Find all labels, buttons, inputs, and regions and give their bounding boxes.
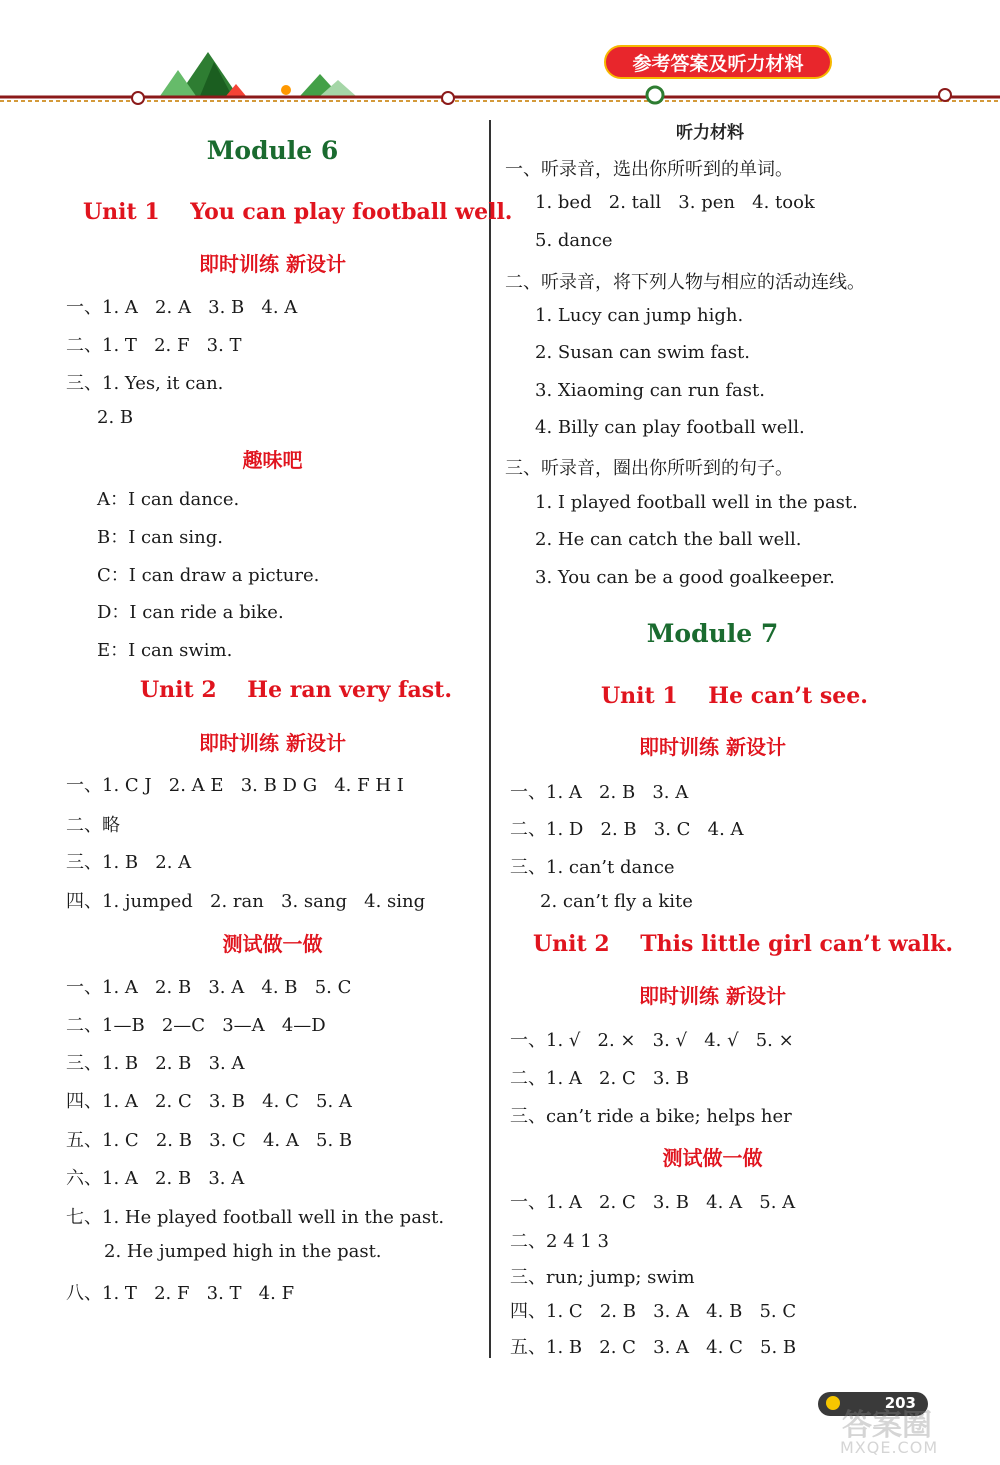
answer-line: 一、1. √ 2. × 3. √ 4. √ 5. × <box>510 1030 794 1051</box>
page-number: 203 <box>884 1394 916 1412</box>
answer-line: E：I can swim. <box>97 640 233 661</box>
unit-title: Unit 2 This little girl can’t walk. <box>533 931 954 957</box>
listening-line: 3. Xiaoming can run fast. <box>535 380 765 401</box>
listening-line: 1. Lucy can jump high. <box>535 305 744 326</box>
listening-line: 三、听录音，圈出你所听到的句子。 <box>505 458 793 479</box>
unit-title: Unit 1 He can’t see. <box>601 683 868 709</box>
section-heading: 测试做一做 <box>222 932 323 956</box>
answer-line: 四、1. A 2. C 3. B 4. C 5. A <box>66 1091 352 1112</box>
answer-line: 四、1. jumped 2. ran 3. sang 4. sing <box>66 891 426 912</box>
section-heading: 即时训练 新设计 <box>199 731 346 755</box>
listening-title: 听力材料 <box>676 123 744 143</box>
answer-line: 八、1. T 2. F 3. T 4. F <box>66 1283 295 1304</box>
answer-line: 三、1. B 2. A <box>66 852 192 873</box>
listening-line: 1. I played football well in the past. <box>535 492 858 513</box>
watermark-url: MXQE.COM <box>840 1438 939 1457</box>
answer-line: 二、1—B 2—C 3—A 4—D <box>66 1015 326 1036</box>
section-heading: 即时训练 新设计 <box>199 252 346 276</box>
answer-line: 七、1. He played football well in the past. <box>66 1207 445 1228</box>
answer-line: 二、1. T 2. F 3. T <box>66 335 242 356</box>
answer-line: 2. can’t fly a kite <box>540 891 693 912</box>
answer-line: A：I can dance. <box>97 489 240 510</box>
answer-line: 一、1. A 2. B 3. A <box>510 782 689 803</box>
listening-line: 4. Billy can play football well. <box>535 417 805 438</box>
column-divider <box>489 120 491 1358</box>
watermark-logo: 答案圈 <box>842 1408 932 1443</box>
section-heading: 即时训练 新设计 <box>639 735 786 759</box>
unit-title: Unit 2 He ran very fast. <box>140 677 452 703</box>
answer-line: C：I can draw a picture. <box>97 565 320 586</box>
answer-line: 五、1. B 2. C 3. A 4. C 5. B <box>510 1337 797 1358</box>
answer-line: 三、1. B 2. B 3. A <box>66 1053 245 1074</box>
answer-line: 一、1. A 2. B 3. A 4. B 5. C <box>66 977 352 998</box>
answer-line: 三、run; jump; swim <box>510 1267 695 1288</box>
answer-line: 五、1. C 2. B 3. C 4. A 5. B <box>66 1130 353 1151</box>
module-title: Module 7 <box>646 619 779 648</box>
answer-line: 二、2 4 1 3 <box>510 1231 609 1252</box>
header-badge: 参考答案及听力材料 <box>604 45 832 79</box>
module-title: Module 6 <box>206 136 339 165</box>
answer-line: 六、1. A 2. B 3. A <box>66 1168 245 1189</box>
listening-line: 3. You can be a good goalkeeper. <box>535 567 835 588</box>
listening-line: 5. dance <box>535 230 613 251</box>
page-header <box>0 0 1000 110</box>
answer-line: 二、1. D 2. B 3. C 4. A <box>510 819 744 840</box>
answer-line: D：I can ride a bike. <box>97 602 284 623</box>
answer-line: 2. He jumped high in the past. <box>104 1241 382 1262</box>
watermark <box>812 1392 992 1462</box>
answer-line: 三、1. can’t dance <box>510 857 675 878</box>
answer-line: 二、1. A 2. C 3. B <box>510 1068 690 1089</box>
listening-line: 二、听录音，将下列人物与相应的活动连线。 <box>505 272 865 293</box>
answer-line: 2. B <box>97 407 134 428</box>
answer-line: 一、1. A 2. C 3. B 4. A 5. A <box>510 1192 796 1213</box>
listening-line: 2. Susan can swim fast. <box>535 342 751 363</box>
section-heading: 测试做一做 <box>662 1146 763 1170</box>
listening-line: 1. bed 2. tall 3. pen 4. took <box>535 192 815 213</box>
answer-line: 三、can’t ride a bike; helps her <box>510 1106 792 1127</box>
section-heading: 即时训练 新设计 <box>639 984 786 1008</box>
listening-line: 2. He can catch the ball well. <box>535 529 802 550</box>
listening-line: 一、听录音，选出你所听到的单词。 <box>505 159 793 180</box>
answer-line: 一、1. A 2. A 3. B 4. A <box>66 297 298 318</box>
section-heading: 趣味吧 <box>242 448 303 472</box>
answer-line: B：I can sing. <box>97 527 224 548</box>
answer-line: 四、1. C 2. B 3. A 4. B 5. C <box>510 1301 797 1322</box>
answer-line: 二、略 <box>66 815 120 836</box>
unit-title: Unit 1 You can play football well. <box>83 199 513 225</box>
header-decoration <box>0 0 1000 110</box>
answer-line: 三、1. Yes, it can. <box>66 373 224 394</box>
answer-line: 一、1. C J 2. A E 3. B D G 4. F H I <box>66 775 404 796</box>
